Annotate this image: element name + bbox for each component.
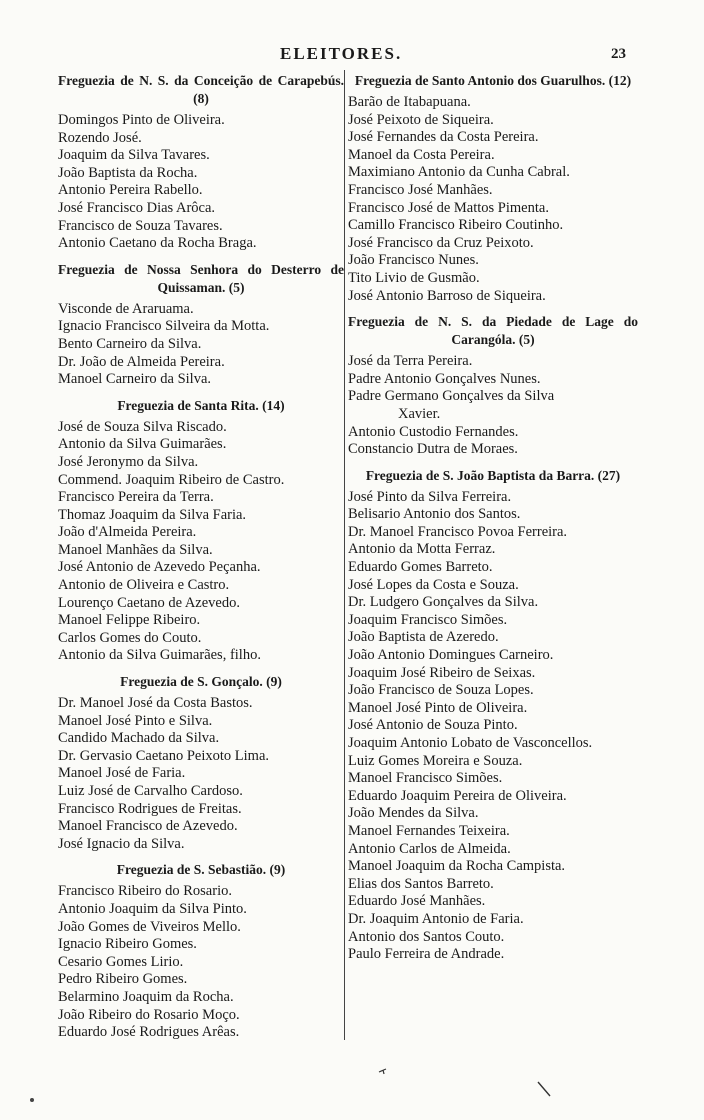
elector-name: Padre Germano Gonçalves da Silva [348, 388, 555, 405]
elector-name: Francisco Ribeiro do Rosario. [58, 883, 232, 900]
elector-name: José da Terra Pereira. [348, 353, 473, 370]
elector-name: José Antonio Barroso de Siqueira. [348, 287, 546, 304]
section-heading: Freguezia de Nossa Senhora do Desterro de Quissaman. (5) [58, 261, 344, 295]
elector-name: Manoel Carneiro da Silva. [58, 371, 212, 388]
elector-name-continuation: Xavier. [398, 405, 441, 422]
right-column [348, 70, 638, 970]
elector-name: Antonio dos Santos Couto. [348, 928, 505, 945]
section-heading: Freguezia de Santo Antonio dos Guarulhos. (12) [354, 73, 632, 88]
elector-name: José de Souza Silva Riscado. [58, 418, 227, 435]
elector-name: Antonio da Silva Guimarães. [58, 436, 227, 453]
section-sao-goncalo [58, 671, 344, 853]
elector-name: Domingos Pinto de Oliveira. [58, 112, 225, 128]
page-title: ELEITORES. [280, 44, 403, 63]
elector-name: Lourenço Caetano de Azevedo. [58, 594, 240, 611]
elector-name: Ignacio Francisco Silveira da Motta. [58, 318, 270, 335]
elector-name: João Baptista de Azeredo. [348, 629, 499, 646]
elector-name: João Francisco Nunes. [348, 252, 479, 269]
section-sao-sebastiao [58, 859, 344, 1041]
elector-name: Francisco José de Mattos Pimenta. [348, 199, 549, 216]
elector-name: Joaquim Antonio Lobato de Vasconcellos. [348, 735, 593, 751]
section-santa-rita [58, 395, 344, 665]
elector-name: Manoel Manhães da Silva. [58, 541, 213, 558]
elector-name: Candido Machado da Silva. [58, 730, 220, 747]
elector-name: Belisario Antonio dos Santos. [348, 506, 521, 523]
ink-stroke [536, 1080, 552, 1098]
section-heading: Freguezia de S. Sebastião. (9) [116, 862, 286, 878]
elector-name: José Jeronymo da Silva. [58, 453, 199, 470]
elector-name: Dr. João de Almeida Pereira. [58, 353, 225, 370]
elector-name: Dr. Manoel José da Costa Bastos. [58, 695, 253, 712]
elector-name: Manoel Francisco de Azevedo. [58, 818, 238, 835]
ink-mark [378, 1066, 388, 1076]
section-carapebus [58, 70, 344, 253]
elector-name: José Peixoto de Siqueira. [348, 111, 494, 128]
elector-name: Joaquim José Ribeiro de Seixas. [348, 664, 536, 681]
elector-name: Joaquim Francisco Simões. [348, 611, 508, 628]
elector-name: Maximiano Antonio da Cunha Cabral. [348, 164, 570, 181]
section-quissaman [58, 259, 344, 389]
elector-name: Antonio Carlos de Almeida. [348, 840, 511, 857]
elector-name: José Pinto da Silva Ferreira. [348, 488, 512, 505]
elector-name: João Francisco de Souza Lopes. [348, 682, 534, 699]
elector-name: Visconde de Araruama. [58, 300, 194, 317]
elector-name: Manoel Francisco Simões. [348, 770, 503, 787]
elector-name: José Antonio de Azevedo Peçanha. [58, 559, 261, 576]
elector-name: Francisco Rodrigues de Freitas. [58, 800, 242, 817]
elector-name: João Mendes da Silva. [348, 805, 479, 822]
elector-name: João Antonio Domingues Carneiro. [348, 647, 554, 664]
elector-name: Thomaz Joaquim da Silva Faria. [58, 506, 247, 523]
column-divider [344, 70, 345, 1040]
elector-name: João Gomes de Viveiros Mello. [58, 918, 241, 935]
elector-name: Manoel José de Faria. [58, 765, 186, 782]
elector-name: João d'Almeida Pereira. [58, 524, 197, 541]
elector-name: José Antonio de Souza Pinto. [348, 717, 518, 734]
elector-name: Cesario Gomes Lirio. [58, 953, 184, 970]
left-column [58, 70, 344, 1048]
section-guarulhos [348, 70, 638, 305]
elector-name: Pedro Ribeiro Gomes. [58, 971, 188, 988]
elector-name: Eduardo José Rodrigues Arêas. [58, 1024, 240, 1041]
elector-name: Manoel da Costa Pereira. [348, 146, 495, 163]
elector-name: Tito Livio de Gusmão. [348, 269, 480, 286]
elector-name: Manoel Fernandes Teixeira. [348, 822, 510, 839]
elector-name: Commend. Joaquim Ribeiro de Castro. [58, 471, 285, 488]
elector-name: Joaquim da Silva Tavares. [58, 147, 210, 164]
elector-name: Antonio da Silva Guimarães, filho. [58, 647, 261, 664]
elector-name: Ignacio Ribeiro Gomes. [58, 936, 197, 953]
elector-name: Camillo Francisco Ribeiro Coutinho. [348, 217, 564, 234]
elector-name: Antonio de Oliveira e Castro. [58, 577, 230, 594]
elector-name: Antonio Custodio Fernandes. [348, 423, 519, 440]
elector-name: Francisco José Manhães. [348, 181, 493, 198]
section-heading: Freguezia de N. S. da Piedade de Lage do Carangóla. (5) [348, 314, 638, 348]
page-header [0, 44, 704, 68]
elector-name: Belarmino Joaquim da Rocha. [58, 988, 234, 1005]
elector-name: Elias dos Santos Barreto. [348, 875, 494, 892]
elector-name: Luiz Gomes Moreira e Souza. [348, 752, 523, 769]
elector-name: Padre Antonio Gonçalves Nunes. [348, 370, 541, 387]
elector-name: Antonio Joaquim da Silva Pinto. [58, 900, 247, 917]
elector-name: Antonio da Motta Ferraz. [348, 541, 496, 558]
elector-name: José Francisco da Cruz Peixoto. [348, 234, 534, 251]
elector-name: Francisco Pereira da Terra. [58, 489, 214, 506]
elector-name: Antonio Caetano da Rocha Braga. [58, 235, 257, 252]
elector-name: José Lopes da Costa e Souza. [348, 576, 519, 593]
elector-name: Eduardo José Manhães. [348, 893, 486, 910]
elector-name: Dr. Joaquim Antonio de Faria. [348, 910, 524, 927]
section-heading: Freguezia de S. João Baptista da Barra. (27) [365, 467, 621, 483]
elector-name: Paulo Ferreira de Andrade. [348, 946, 505, 963]
section-carangola [348, 311, 638, 459]
elector-name: Luiz José de Carvalho Cardoso. [58, 783, 243, 799]
elector-name: João Baptista da Rocha. [58, 164, 198, 181]
page-number: 23 [611, 46, 626, 62]
elector-name: Dr. Manoel Francisco Povoa Ferreira. [348, 523, 568, 540]
elector-name: Bento Carneiro da Silva. [58, 335, 202, 352]
elector-name: José Ignacio da Silva. [58, 835, 185, 852]
elector-name: Constancio Dutra de Moraes. [348, 441, 518, 458]
elector-name: Manoel Felippe Ribeiro. [58, 612, 201, 629]
ink-dot [30, 1098, 34, 1102]
elector-name: Dr. Ludgero Gonçalves da Silva. [348, 594, 539, 611]
elector-name: Carlos Gomes do Couto. [58, 629, 202, 646]
elector-name: Eduardo Gomes Barreto. [348, 559, 493, 576]
elector-name: Manoel José Pinto e Silva. [58, 712, 213, 729]
elector-name: Barão de Itabapuana. [348, 94, 471, 110]
section-sao-joao-barra [348, 465, 638, 964]
elector-name: José Fernandes da Costa Pereira. [348, 129, 539, 146]
elector-name: José Francisco Dias Arôca. [58, 199, 216, 216]
elector-name: Manoel Joaquim da Rocha Campista. [348, 858, 566, 875]
section-heading: Freguezia de N. S. da Conceição de Carapebús. (8) [58, 73, 344, 106]
elector-name: Francisco de Souza Tavares. [58, 217, 223, 234]
section-heading: Freguezia de S. Gonçalo. (9) [120, 674, 282, 690]
elector-name: Rozendo José. [58, 129, 142, 146]
elector-name: Antonio Pereira Rabello. [58, 182, 203, 199]
elector-name: João Ribeiro do Rosario Moço. [58, 1006, 240, 1023]
elector-name: Eduardo Joaquim Pereira de Oliveira. [348, 787, 567, 804]
elector-name: Dr. Gervasio Caetano Peixoto Lima. [58, 747, 270, 764]
elector-name: Manoel José Pinto de Oliveira. [348, 699, 528, 716]
section-heading: Freguezia de Santa Rita. (14) [117, 397, 285, 413]
